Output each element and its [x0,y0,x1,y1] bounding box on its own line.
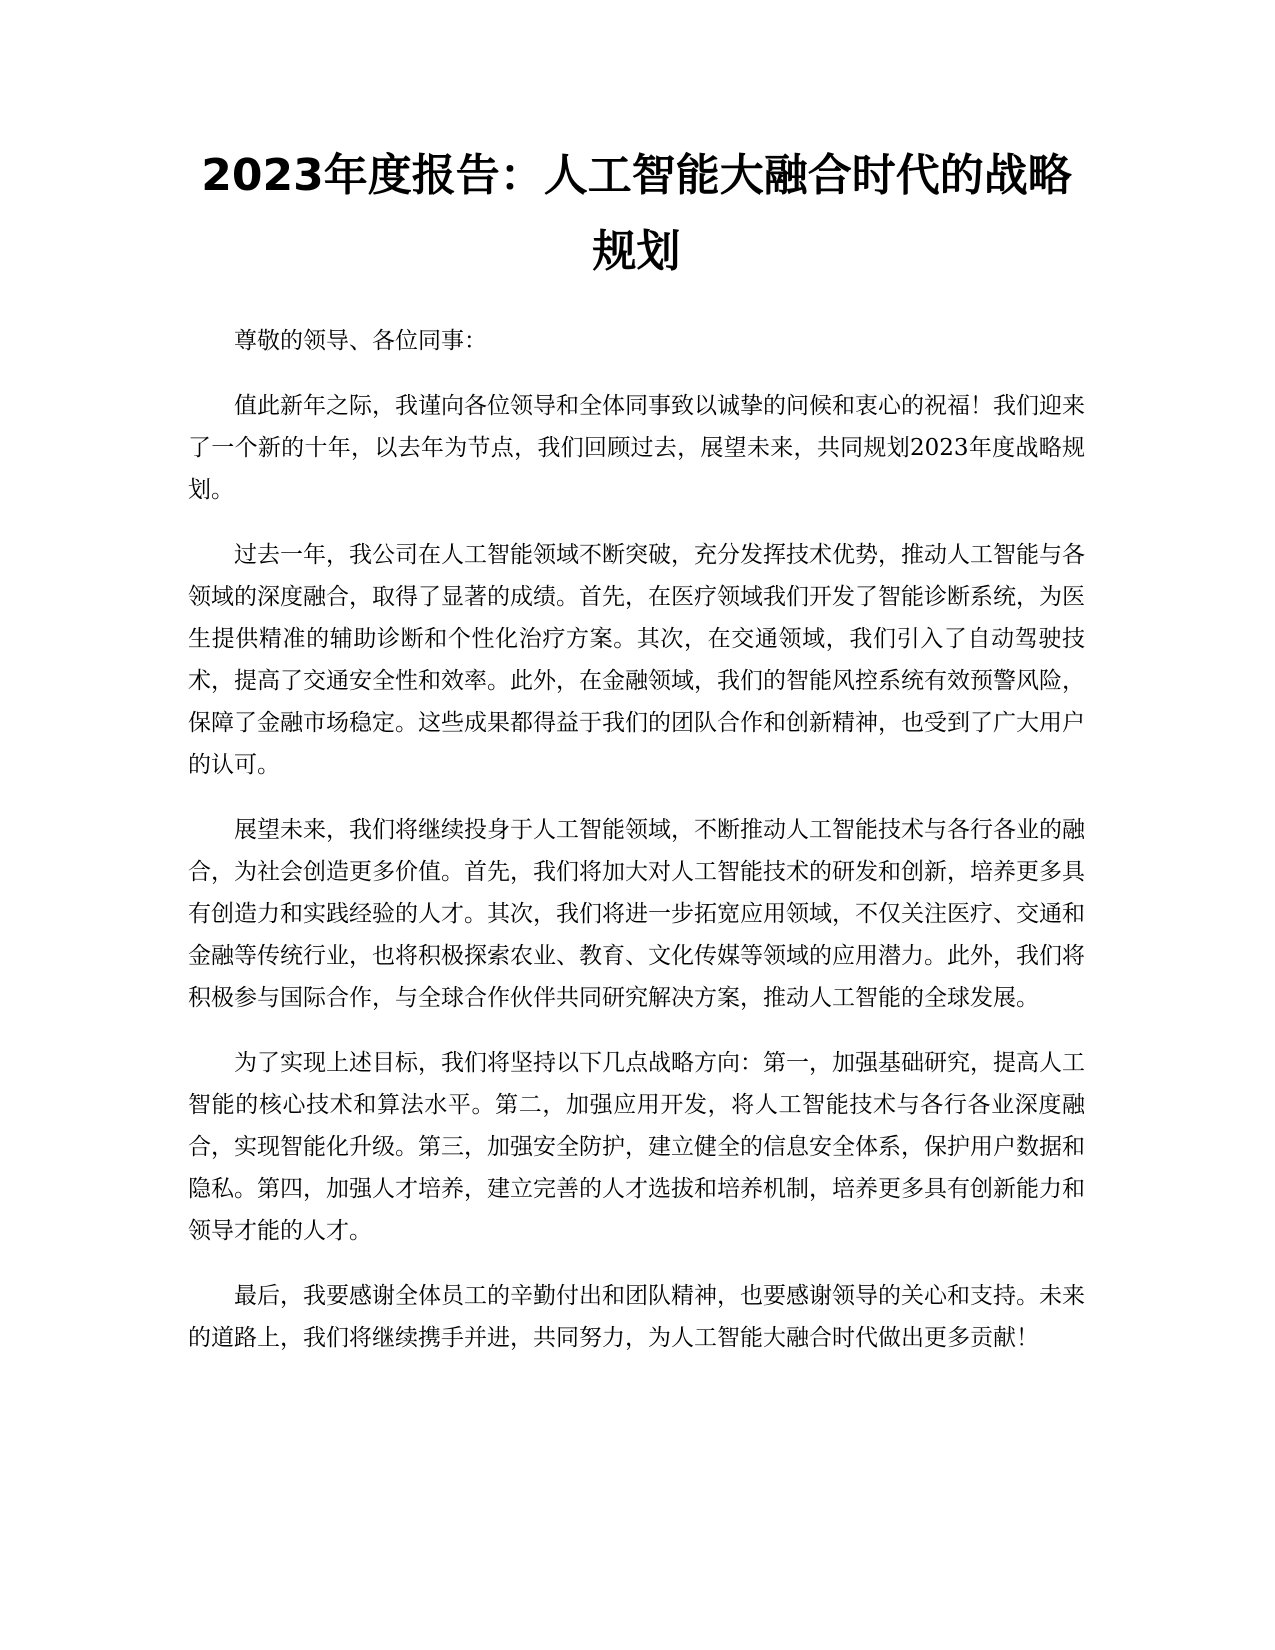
document-title: 2023年度报告：人工智能大融合时代的战略规划 [201,150,1072,277]
paragraph-outlook: 展望未来，我们将继续投身于人工智能领域，不断推动人工智能技术与各行各业的融合，为社会创造更多价值。首先，我们将加大对人工智能技术的研发和创新，培养更多具有创造力和实践经验的人才。其次，我们将进一步拓宽应用领域，不仅关注医疗、交通和金融等传统行业，也将积极探索农业、教育、文化传媒等领域的应用潜力。此外，我们将积极参与国际合作，与全球合作伙伴共同研究解决方案，推动人工智能的全球发展。 [188,817,1085,1011]
paragraph-past-year: 过去一年，我公司在人工智能领域不断突破，充分发挥技术优势，推动人工智能与各领域的深度融合，取得了显著的成绩。首先，在医疗领域我们开发了智能诊断系统，为医生提供精准的辅助诊断和个性化治疗方案。其次，在交通领域，我们引入了自动驾驶技术，提高了交通安全性和效率。此外，在金融领域，我们的智能风控系统有效预警风险，保障了金融市场稳定。这些成果都得益于我们的团队合作和创新精神，也受到了广大用户的认可。 [188,542,1085,778]
greeting-line: 尊敬的领导、各位同事： [234,328,487,354]
paragraph-new-year: 值此新年之际，我谨向各位领导和全体同事致以诚挚的问候和衷心的祝福！我们迎来了一个新的十年，以去年为节点，我们回顾过去，展望未来，共同规划2023年度战略规划。 [188,393,1085,503]
paragraph-strategy: 为了实现上述目标，我们将坚持以下几点战略方向：第一，加强基础研究，提高人工智能的核心技术和算法水平。第二，加强应用开发，将人工智能技术与各行各业深度融合，实现智能化升级。第三，加强安全防护，建立健全的信息安全体系，保护用户数据和隐私。第四，加强人才培养，建立完善的人才选拔和培养机制，培养更多具有创新能力和领导才能的人才。 [188,1050,1085,1244]
paragraph-thanks: 最后，我要感谢全体员工的辛勤付出和团队精神，也要感谢领导的关心和支持。未来的道路上，我们将继续携手并进，共同努力，为人工智能大融合时代做出更多贡献！ [188,1283,1085,1351]
